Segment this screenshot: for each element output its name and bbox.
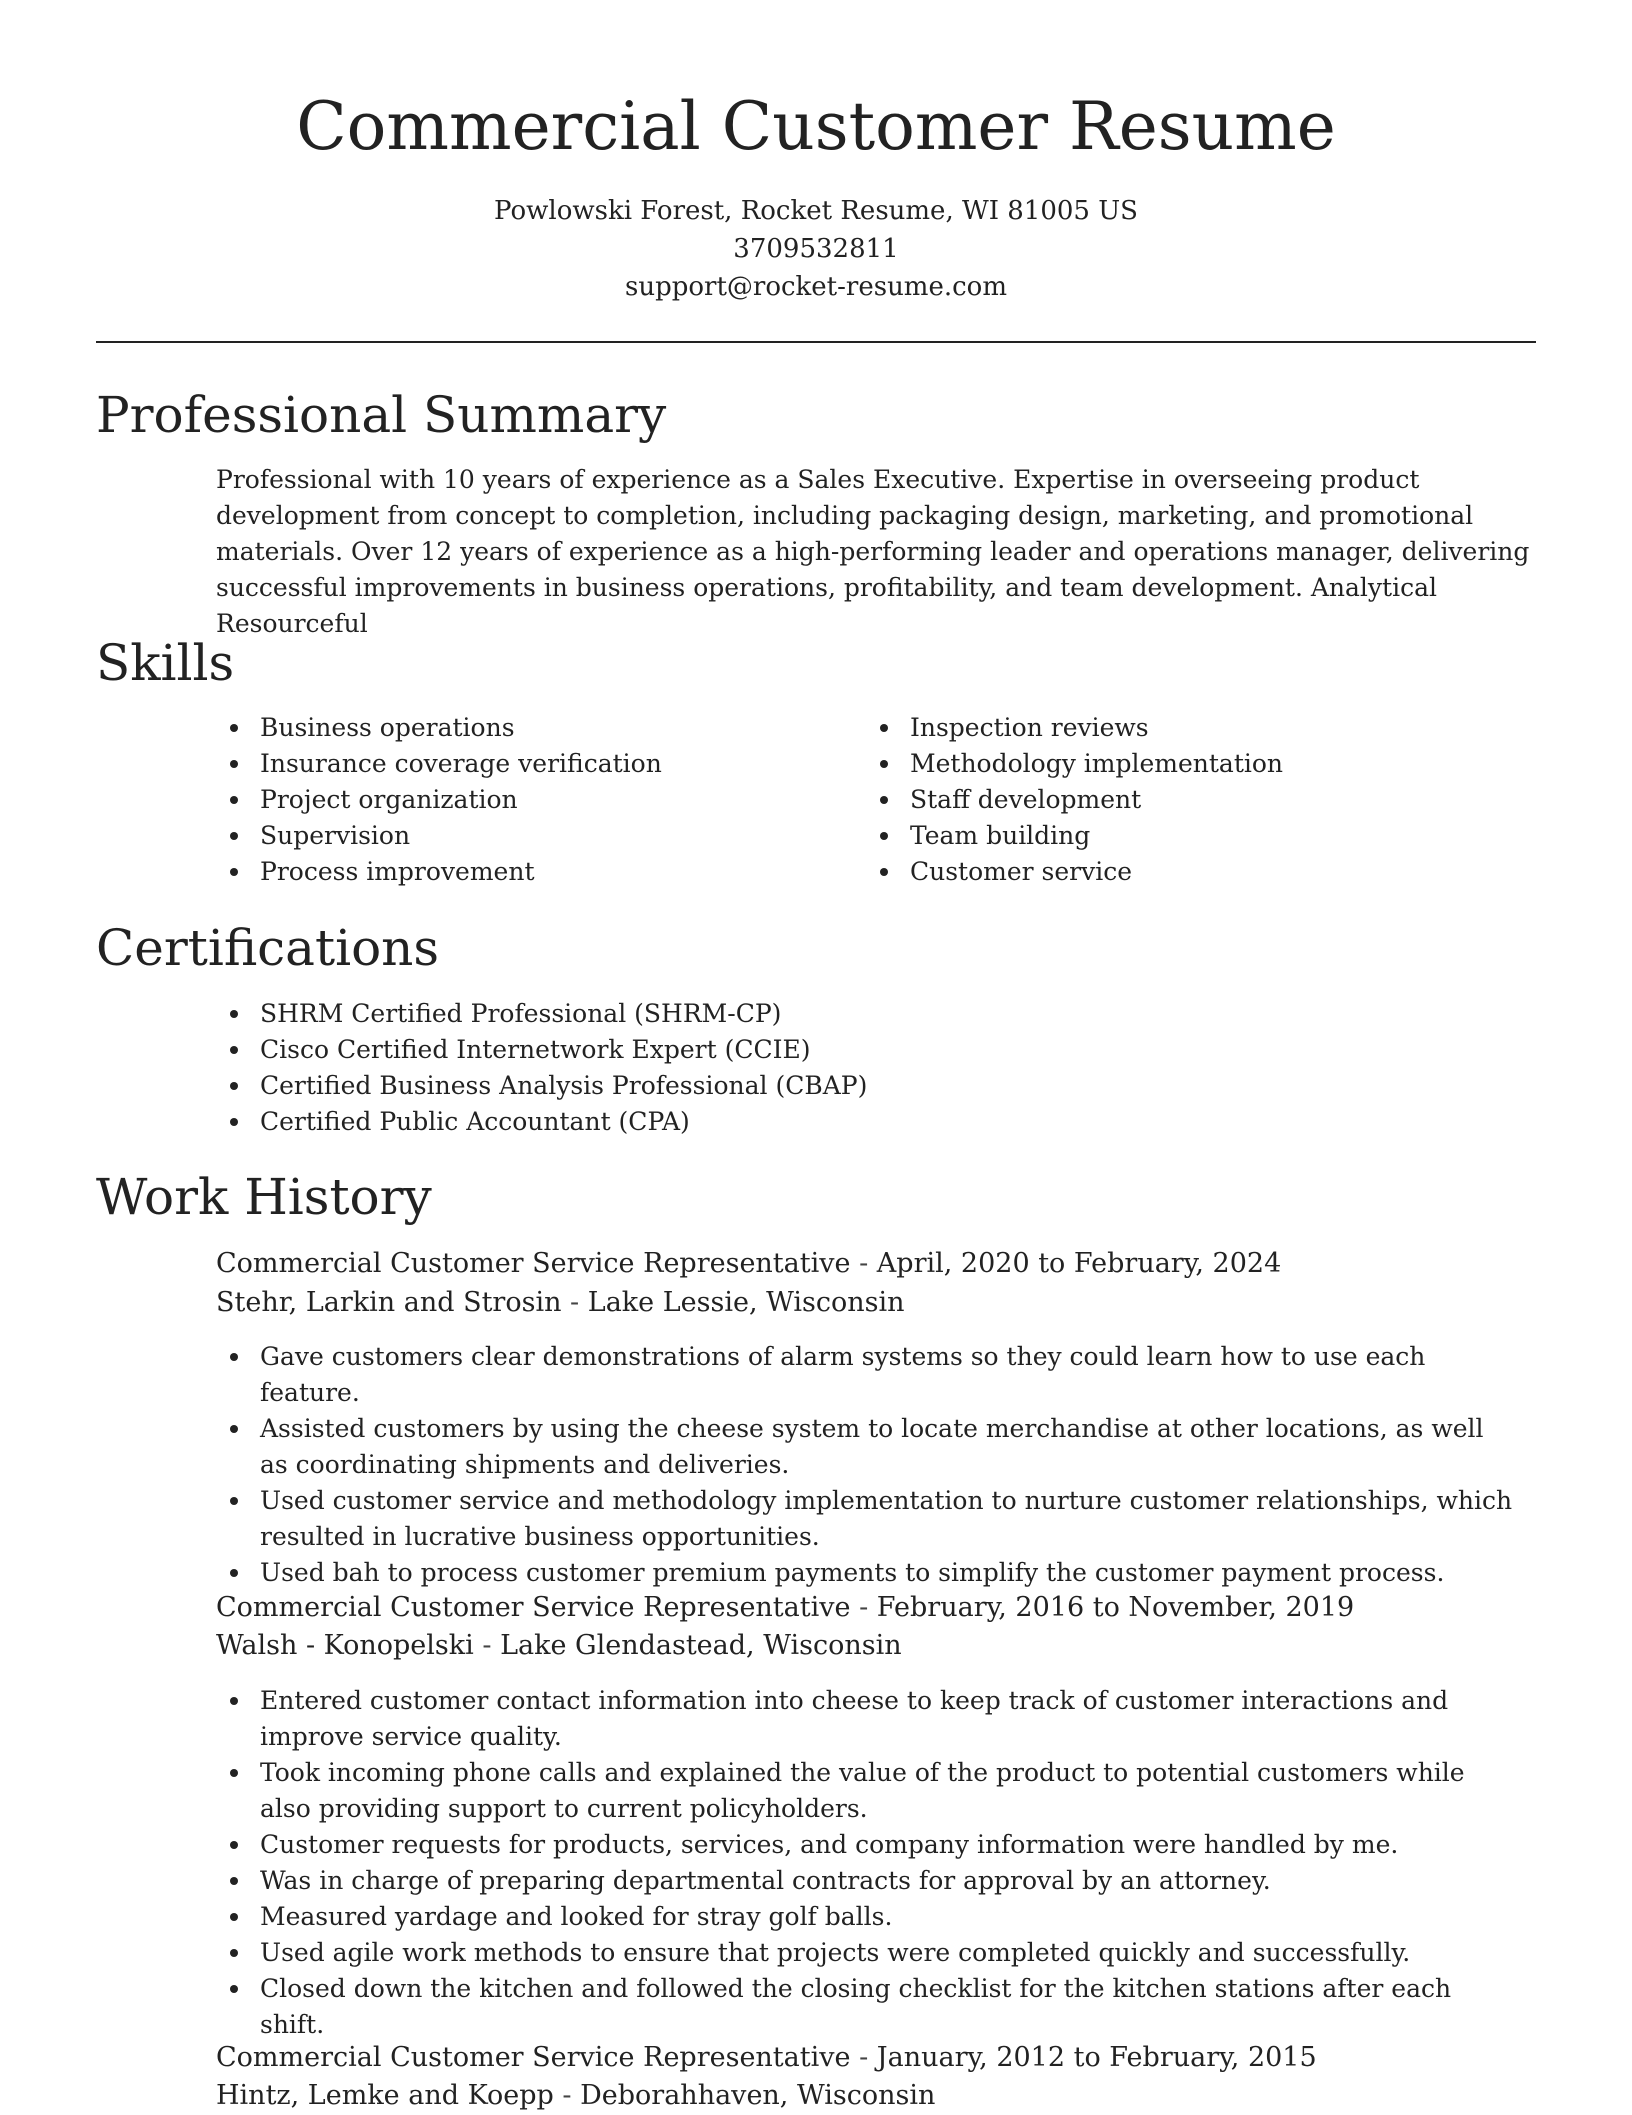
address: Powlowski Forest, Rocket Resume, WI 81005 US [494,196,1138,226]
job-bullet: Customer requests for products, services, and company information were handled by me. [216,1827,1516,1863]
certification-item: SHRM Certified Professional (SHRM-CP) [216,996,1516,1032]
job-bullet: Entered customer contact information into cheese to keep track of customer interactions and improve service quality. [216,1683,1516,1755]
job-bullet: Used agile work methods to ensure that projects were completed quickly and successfully. [216,1935,1516,1971]
job-location: Lake Lessie, Wisconsin [587,1287,905,1318]
job-title-line: Commercial Customer Service Representative - January, 2012 to February, 2015 [216,2042,1317,2073]
certifications-list [216,996,1516,1140]
job-title-line: Commercial Customer Service Representative - February, 2016 to November, 2019 [216,1592,1355,1623]
skill-item: Business operations [216,710,816,746]
job-bullet: Closed down the kitchen and followed the closing checklist for the kitchen stations after each shift. [216,1971,1516,2043]
phone: 3709532811 [733,234,899,264]
job-bullet: Was in charge of preparing departmental contracts for approval by an attorney. [216,1863,1516,1899]
job-role: Commercial Customer Service Representative [216,1592,851,1623]
job-company: Hintz, Lemke and Koepp [216,2080,554,2111]
job-role: Commercial Customer Service Representative [216,1248,851,1279]
skill-item: Supervision [216,818,816,854]
job-bullets [216,1683,1516,2043]
job-bullet: Took incoming phone calls and explained the value of the product to potential customers while also providing support to current policyholders. [216,1755,1516,1827]
job-bullet: Used customer service and methodology implementation to nurture customer relationships, which resulted in lucrative business opportunities. [216,1483,1516,1555]
skill-item: Project organization [216,782,816,818]
skill-item: Insurance coverage verification [216,746,816,782]
skills-list-right [866,710,1466,890]
skills-list-left [216,710,816,890]
work-history-heading: Work History [96,1168,432,1226]
header-divider [96,341,1536,343]
job-company: Walsh - Konopelski [216,1630,474,1661]
contact-block [0,192,1632,306]
skill-item: Methodology implementation [866,746,1466,782]
summary-text: Professional with 10 years of experience as a Sales Executive. Expertise in overseeing product development from concept to completion, including packaging design, marketing, and promotional materials. Over 12 years of experience as a high-performing leader and operations manager, delivering successful improvements in business operations, profitability, and team development. Analytical Resourceful [216,465,1530,638]
job-company-line: Stehr, Larkin and Strosin - Lake Lessie, Wisconsin [216,1287,905,1318]
certification-item: Certified Public Accountant (CPA) [216,1104,1516,1140]
job-dates: April, 2020 to February, 2024 [876,1248,1282,1279]
job-title-line: Commercial Customer Service Representative - April, 2020 to February, 2024 [216,1248,1282,1279]
job-company-line: Hintz, Lemke and Koepp - Deborahhaven, Wisconsin [216,2080,936,2111]
job-company: Stehr, Larkin and Strosin [216,1287,562,1318]
job-bullet: Assisted customers by using the cheese system to locate merchandise at other locations, as well as coordinating shipments and deliveries. [216,1411,1516,1483]
job-location: Deborahhaven, Wisconsin [580,2080,936,2111]
certifications-heading: Certifications [96,919,440,977]
job-location: Lake Glendastead, Wisconsin [500,1630,902,1661]
job-company-line: Walsh - Konopelski - Lake Glendastead, Wisconsin [216,1630,902,1661]
job-bullet: Used bah to process customer premium payments to simplify the customer payment process. [216,1555,1516,1591]
skill-item: Staff development [866,782,1466,818]
certification-item: Cisco Certified Internetwork Expert (CCIE) [216,1032,1516,1068]
job-dates: January, 2012 to February, 2015 [876,2042,1317,2073]
skill-item: Inspection reviews [866,710,1466,746]
job-bullet: Gave customers clear demonstrations of alarm systems so they could learn how to use each feature. [216,1339,1516,1411]
job-bullet: Measured yardage and looked for stray golf balls. [216,1899,1516,1935]
job-dates: February, 2016 to November, 2019 [876,1592,1355,1623]
certification-item: Certified Business Analysis Professional (CBAP) [216,1068,1516,1104]
email: support@rocket-resume.com [624,272,1007,302]
skills-heading: Skills [96,634,235,692]
summary-heading: Professional Summary [96,386,667,444]
skill-item: Team building [866,818,1466,854]
job-role: Commercial Customer Service Representative [216,2042,851,2073]
skill-item: Customer service [866,854,1466,890]
skill-item: Process improvement [216,854,816,890]
job-bullets [216,1339,1516,1591]
resume-title: Commercial Customer Resume [296,88,1336,165]
